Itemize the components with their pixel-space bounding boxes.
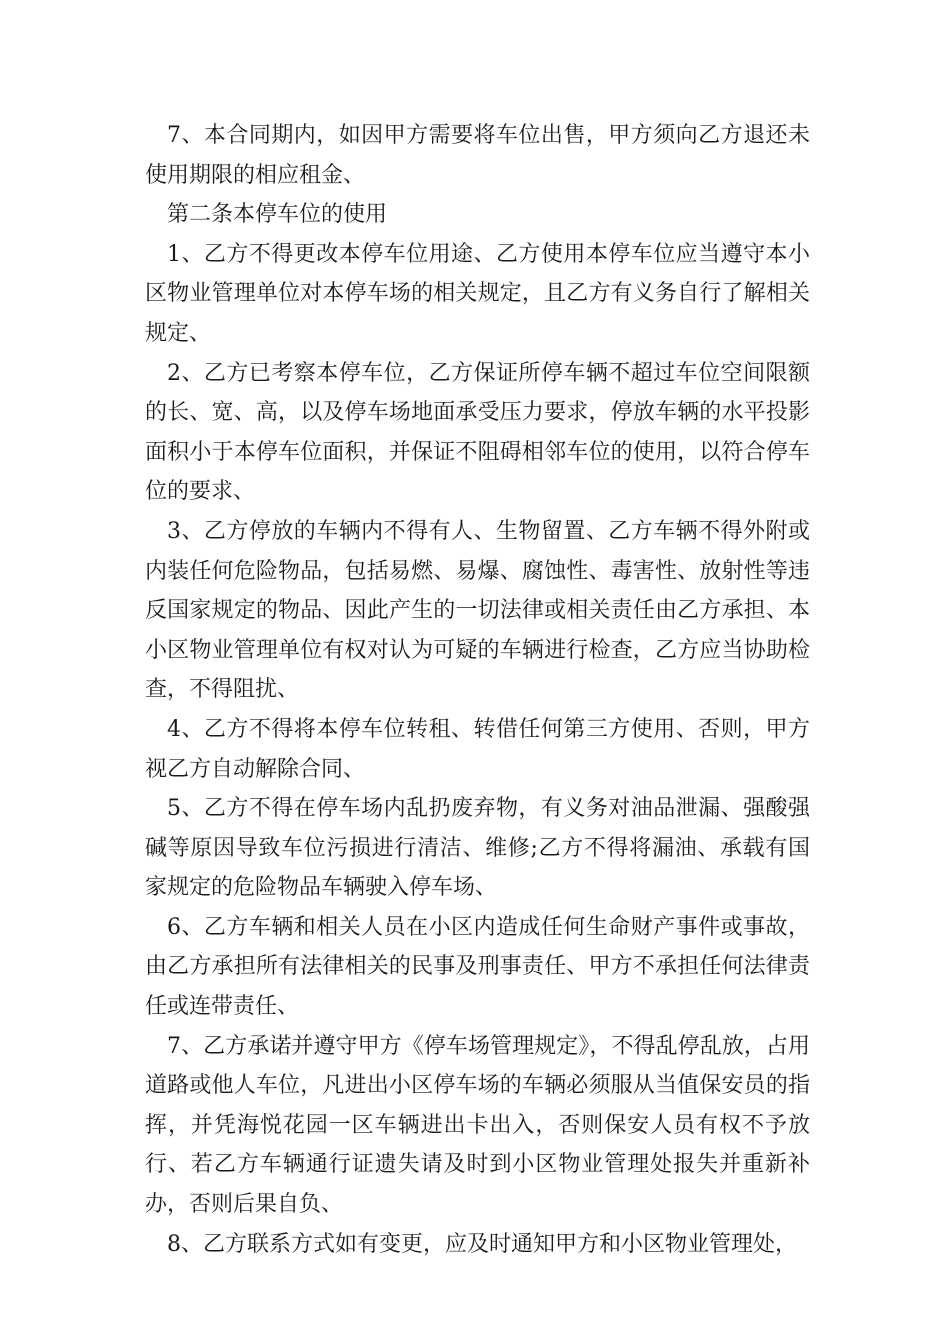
- section-heading-article-2: 第二条本停车位的使用: [167, 202, 388, 228]
- clause-2-4-paragraph: 4、乙方不得将本停车位转租、转借任何第三方使用、否则，甲方视乙方自动解除合同、: [145, 716, 810, 782]
- clause-1-7-paragraph: 7、本合同期内，如因甲方需要将车位出售，甲方须向乙方退还未使用期限的相应租金、: [145, 123, 810, 188]
- clause-2-6-paragraph: 6、乙方车辆和相关人员在小区内造成任何生命财产事件或事故，由乙方承担所有法律相关的民事及刑事责任、甲方不承担任何法律责任或连带责任、: [145, 914, 810, 1020]
- clause-2-1-paragraph: 1、乙方不得更改本停车位用途、乙方使用本停车位应当遵守本小区物业管理单位对本停车场的相关规定，且乙方有义务自行了解相关规定、: [145, 241, 810, 346]
- clause-2-3-paragraph: 3、乙方停放的车辆内不得有人、生物留置、乙方车辆不得外附或内装任何危险物品，包括易燃、易爆、腐蚀性、毒害性、放射性等违反国家规定的物品、因此产生的一切法律或相关责任由乙方承担、本小区物业管理单位有权对认为可疑的车辆进行检查，乙方应当协助检查，不得阻扰、: [145, 518, 810, 703]
- clause-2-2-paragraph: 2、乙方已考察本停车位，乙方保证所停车辆不超过车位空间限额的长、宽、高，以及停车场地面承受压力要求，停放车辆的水平投影面积小于本停车位面积，并保证不阻碍相邻车位的使用，以符合停车位的要求、: [145, 360, 810, 505]
- clause-2-8-paragraph: 8、乙方联系方式如有变更，应及时通知甲方和小区物业管理处，: [167, 1231, 797, 1257]
- contract-body: [145, 116, 810, 1264]
- clause-2-7-paragraph: 7、乙方承诺并遵守甲方《停车场管理规定》，不得乱停乱放，占用道路或他人车位，凡进出小区停车场的车辆必须服从当值保安员的指挥，并凭海悦花园一区车辆进出卡出入，否则保安人员有权不予放行、若乙方车辆通行证遗失请及时到小区物业管理处报失并重新补办，否则后果自负、: [145, 1033, 810, 1218]
- clause-2-5-paragraph: 5、乙方不得在停车场内乱扔废弃物，有义务对油品泄漏、强酸强碱等原因导致车位污损进行清洁、维修;乙方不得将漏油、承载有国家规定的危险物品车辆驶入停车场、: [145, 796, 810, 901]
